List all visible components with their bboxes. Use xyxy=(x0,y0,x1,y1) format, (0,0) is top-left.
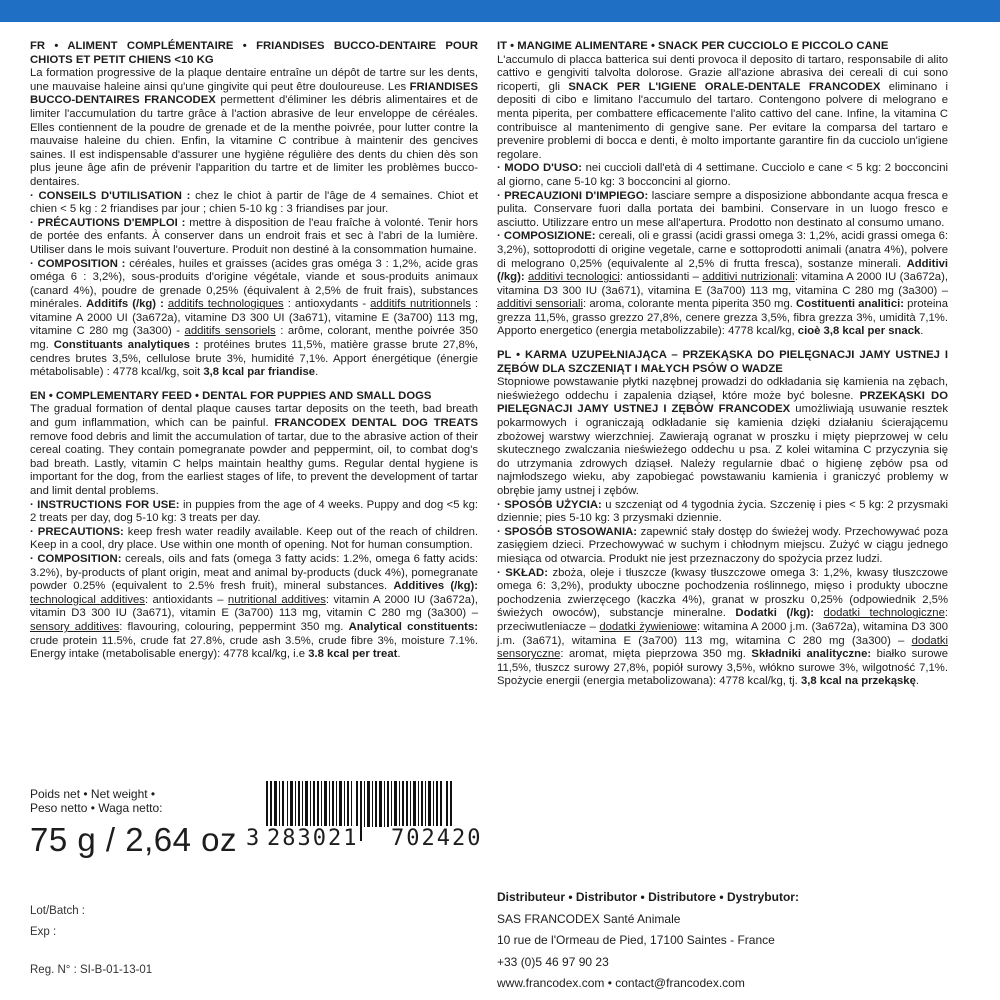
section-pl xyxy=(497,349,948,689)
distributor-title: Distributeur • Distributor • Distributore • Dystrybutor: xyxy=(497,890,799,904)
composition-it: · COMPOSIZIONE: cereali, oli e grassi (acidi grassi omega 3: 1,2%, acidi grassi omega 6: 3,2%), sottoprodotti di origine vegetale, carne e sottoprodotti animali (anatra 4%), polvere di melograno 0,25% (equivalente al 2,5% di frutta fresca), sostanze minerali. Additivi (/kg): additivi tecnologici: antiossidanti – additivi nutrizionali: vitamina A 2000 IU (3a672a), vitamina D3 300 IU (3a671), vitamina E (3a700) 113 mg, vitamina C 280 mg (3a300) – additivi sensoriali: aroma, colorante menta piperita 350 mg. Costituenti analitici: proteina grezza 11,5%, grasso grezzo 27,8%, cenere grezza 3,5%, fibra grezza 3%, umidità 7,1%. Apporto energetico (energia metabolizzabile): 4778 kcal/kg, cioè 3,8 kcal per snack. xyxy=(497,230,949,338)
lot-batch-label: Lot/Batch : xyxy=(30,905,85,917)
net-weight-label xyxy=(30,787,250,815)
distributor-phone: +33 (0)5 46 97 90 23 xyxy=(497,954,609,969)
section-it xyxy=(497,40,948,339)
left-column xyxy=(30,40,478,664)
net-weight-label-line2: Peso netto • Waga netto: xyxy=(30,801,163,815)
intro-it: L'accumulo di placca batterica sui denti provoca il deposito di tartaro, responsabile di alito cattivo e gengiviti talvolta dolorose. Grazie all'azione abrasiva dei cereali di cui sono ricoperti, gli SNACK PER L'IGIENE ORALE-DENTALE FRANCODEX eliminano i depositi di cibo e limitano l'accumulo del tartaro. Contengono polvere di melograno e menta piperita, per combattere efficacemente l'alito cattivo del cane. Infine, la vitamina C contribuisce al mantenimento di gengive sane. Per evitare la comparsa del tartaro e prevenire problemi di bocca e denti, è molto importante garantire fin da cucciolo un'igiene regolare. xyxy=(497,53,948,161)
right-column xyxy=(497,40,948,691)
distributor-company: SAS FRANCODEX Santé Animale xyxy=(497,911,681,926)
section-title-pl: PL • KARMA UZUPEŁNIAJĄCA – PRZEKĄSKA DO PIELĘGNACJI JAMY USTNEJ I ZĘBÓW DLA SZCZENIĄT I MAŁYCH PSÓW O WADZE xyxy=(497,349,948,375)
precautions-pl: · SPOSÓB STOSOWANIA: zapewnić stały dostęp do świeżej wody. Przechowywać poza zasięgiem dzieci. Przechowywać w suchym i chłodnym miejscu. Zużyć w ciągu jednego miesiąca od otwarcia. Produkt nie jest przeznaczony do spożycia przez ludzi. xyxy=(497,525,948,565)
reg-number: Reg. N° : SI-B-01-13-01 xyxy=(30,964,153,976)
section-title-fr: FR • ALIMENT COMPLÉMENTAIRE • FRIANDISES BUCCO-DENTAIRE POUR CHIOTS ET PETIT CHIENS <10 KG xyxy=(30,40,478,66)
precautions-fr: · PRÉCAUTIONS D'EMPLOI : mettre à disposition de l'eau fraîche à volonté. Tenir hors de portée des enfants. À conserver dans un endroit frais et sec à l'abri de la lumière. Utiliser dans le mois suivant l'ouverture. Produit non destiné à la consommation humaine. xyxy=(30,216,478,256)
usage-en: · INSTRUCTIONS FOR USE: in puppies from the age of 4 weeks. Puppy and dog <5 kg: 2 treats per day, dog 5-10 kg: 3 treats per day. xyxy=(30,498,479,525)
section-en xyxy=(30,390,478,662)
section-title-it: IT • MANGIME ALIMENTARE • SNACK PER CUCCIOLO E PICCOLO CANE xyxy=(497,40,889,52)
section-title-en: EN • COMPLEMENTARY FEED • DENTAL FOR PUPPIES AND SMALL DOGS xyxy=(30,389,432,402)
precautions-it: · PRECAUZIONI D'IMPIEGO: lasciare sempre a disposizione abbondante acqua fresca e pulita. Conservare fuori dalla portata dei bambini. Conservare in un luogo fresco e asciutto. Utilizzare entro un mese all'apertura. Prodotto non destinato al consumo umano. xyxy=(497,189,948,229)
top-color-band xyxy=(0,0,1000,22)
distributor-block xyxy=(497,887,947,995)
barcode-group-1: 283021 xyxy=(267,826,359,851)
intro-fr: La formation progressive de la plaque dentaire entraîne un dépôt de tartre sur les dents, une mauvaise haleine ainsi qu'une gingivite qui peut être douloureuse. Les FRIANDISES BUCCO-DENTAIRES FRANCODEX permettent d'éliminer les débris alimentaires et de limiter l'accumulation du tartre grâce à l'action abrasive de leur enveloppe de céréales. Elles contiennent de la poudre de grenade et de la menthe poivrée, pour lutter contre la mauvaise haleine du chien. Enfin, la vitamine C contribue à maintenir des gencives saines. Il est indispensable d'assurer une hygiène régulière des dents du chien dès son plus jeune âge afin de prévenir l'apparition du tartre et de limiter les problèmes bucco-dentaires. xyxy=(30,67,478,188)
intro-en: The gradual formation of dental plaque causes tartar deposits on the teeth, bad breath and gum inflammation, which can be painful. FRANCODEX DENTAL DOG TREATS remove food debris and limit the accumulation of tartar, due to the abrasive action of their cereal coating. They contain pomegranate powder and peppermint, oil, to combat dog's bad breath. Lastly, vitamin C helps maintain healthy gums. Regular dental hygiene is important for the dog, from the earliest stages of life, to prevent the development of tartar and limit dental problems. xyxy=(30,403,478,497)
precautions-en: · PRECAUTIONS: keep fresh water readily available. Keep out of the reach of children. Keep in a cool, dry place. Use within one month of opening. Not for human consumption. xyxy=(30,525,478,552)
net-weight-value: 75 g / 2,64 oz xyxy=(30,821,237,858)
exp-label: Exp : xyxy=(30,926,57,938)
composition-pl: · SKŁAD: zboża, oleje i tłuszcze (kwasy tłuszczowe omega 3: 1,2%, kwasy tłuszczowe omega 6: 3,2%), produkty uboczne pochodzenia roślinnego, mięso i produkty uboczne pochodzenia zwierzęcego (kaczka 4%), granat w proszku 0,25% (odpowiednik 2,5% świeżych owoców), substancje mineralne. Dodatki (/kg): dodatki technologiczne: przeciwutleniacze – dodatki żywieniowe: witamina A 2000 j.m. (3a672a), witamina D3 300 j.m. (3a671), witamina E (3a700) 113 mg, witamina C 280 mg (3a300) – dodatki sensoryczne: aromat, mięta pieprzowa 350 mg. Składniki analityczne: białko surowe 11,5%, tłuszcz surowy 27,8%, popiół surowy 3,5%, włókno surowe 3%, wilgotność 7,1%. Spożycie energii (energia metabolizowana): 4778 kcal/kg, tj. 3,8 kcal na przekąskę. xyxy=(497,566,948,688)
barcode-group-2: 702420 xyxy=(390,826,483,851)
usage-it: · MODO D'USO: nei cuccioli dall'età di 4 settimane. Cucciolo e cane < 5 kg: 2 bocconcini al giorno, cane 5-10 kg: 3 bocconcini al giorno. xyxy=(497,162,948,188)
composition-en: · COMPOSITION: cereals, oils and fats (omega 3 fatty acids: 1.2%, omega 6 fatty acids: 3.2%), by-products of plant origin, meat and animal by-products (duck 4%), pomegranate powder 0.25% (equivalent to 2.5% fresh fruit), mineral substances. Additives (/kg): technological additives: antioxidants – nutritional additives: vitamin A 2000 IU (3a672a), vitamin D3 300 IU (3a671), vitamin E (3a700) 113 mg, vitamin C 280 mg (3a300) – sensory additives: flavouring, colouring, peppermint 350 mg. Analytical constituents: crude protein 11.5%, crude fat 27.8%, crude ash 3.5%, crude fibre 3%, moisture 7.1%. Energy intake (metabolisable energy): 4778 kcal/kg, i.e 3.8 kcal per treat. xyxy=(30,552,479,661)
composition-fr: · COMPOSITION : céréales, huiles et graisses (acides gras oméga 3 : 1,2%, acide gras oméga 6 : 3,2%), sous-produits d'origine végétale, viande et sous-produits animaux (canard 4%), poudre de grenade 0,25% (équivalent à 2,5% de fruit frais), substances minérales. Additifs (/kg) : additifs technologiques : antioxydants - additifs nutritionnels : vitamine A 2000 UI (3a672a), vitamine D3 300 UI (3a671), vitamine E (3a700) 113 mg, vitamine C 280 mg (3a300) - additifs sensoriels : arôme, colorant, menthe poivrée 350 mg. Constituants analytiques : protéines brutes 11,5%, matière grasse brute 27,8%, cendres brutes 3,5%, cellulose brute 3%, humidité 7,1%. Apport énergétique (énergie métabolisable) : 4778 kcal/kg, soit 3,8 kcal par friandise. xyxy=(30,257,479,379)
net-weight-label-line1: Poids net • Net weight • xyxy=(30,787,156,801)
intro-pl: Stopniowe powstawanie płytki nazębnej prowadzi do odkładania się kamienia na zębach, nieświeżego oddechu i zapalenia dziąseł, które może być bolesne. PRZEKĄSKI DO PIELĘGNACJI JAMY USTNEJ I ZĘBÓW FRANCODEX umożliwiają usuwanie resztek pokarmowych i ograniczają odkładanie się kamienia dzięki działaniu ścierającemu zbożowej warstwy wierzchniej. Zawierają ogranat w proszku i mięty pieprzowej w celu skutecznego zwalczania nieświeżego oddechu u psa. Z kolei witamina C przyczynia się do utrzymania zdrowych dziąseł. Należy regularnie dbać o higienę zębów psa od najmłodszego wieku, aby zapobiegać powstawaniu kamienia i graniczyć problemy w obrębie jamy ustnej i zębów. xyxy=(497,376,948,497)
barcode-number xyxy=(246,826,483,851)
barcode-lead-digit: 3 xyxy=(246,826,262,851)
usage-pl: · SPOSÓB UŻYCIA: u szczeniąt od 4 tygodnia życia. Szczenię i pies < 5 kg: 2 przysmaki dziennie; pies 5-10 kg: 3 przysmaki dziennie. xyxy=(497,498,949,525)
section-fr xyxy=(30,40,478,380)
usage-fr: · CONSEILS D'UTILISATION : chez le chiot à partir de l'âge de 4 semaines. Chiot et chien < 5 kg : 2 friandises par jour ; chien 5-10 kg : 3 friandises par jour. xyxy=(30,189,478,216)
distributor-address: 10 rue de l'Ormeau de Pied, 17100 Saintes - France xyxy=(497,933,775,947)
distributor-web: www.francodex.com • contact@francodex.com xyxy=(497,976,745,990)
